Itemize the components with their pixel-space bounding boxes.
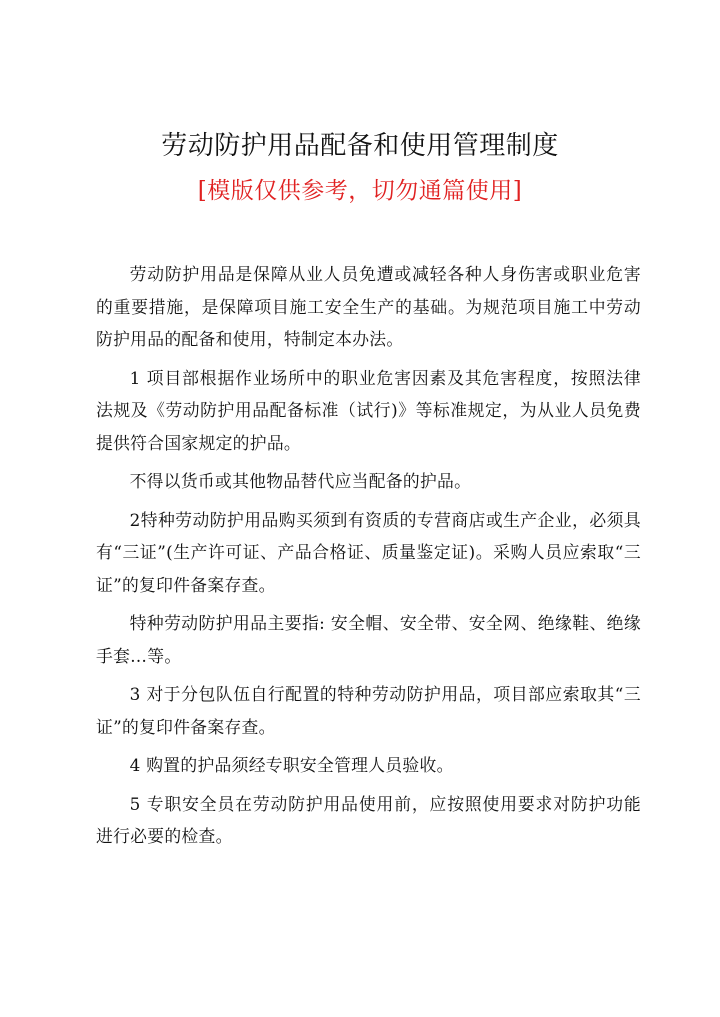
paragraph-item-2-note: 特种劳动防护用品主要指: 安全帽、安全带、安全网、绝缘鞋、绝缘手套…等。: [96, 613, 641, 666]
paragraph-item-4: 4 购置的护品须经专职安全管理人员验收。: [129, 755, 454, 775]
paragraph-item-3: 3 对于分包队伍自行配置的特种劳动防护用品，项目部应索取其“三证”的复印件备案存查。: [96, 684, 641, 737]
document-body: [96, 258, 641, 859]
document-title: 劳动防护用品配备和使用管理制度: [161, 131, 559, 161]
paragraph-intro: 劳动防护用品是保障从业人员免遭或减轻各种人身伤害或职业危害的重要措施，是保障项目施工安全生产的基础。为规范项目施工中劳动防护用品的配备和使用，特制定本办法。: [96, 264, 641, 349]
paragraph-item-1-note: 不得以货币或其他物品替代应当配备的护品。: [129, 471, 472, 491]
paragraph-item-2: 2特种劳动防护用品购买须到有资质的专营商店或生产企业，必须具有“三证”(生产许可证、产品合格证、质量鉴定证)。采购人员应索取“三证”的复印件备案存查。: [96, 509, 641, 595]
paragraph-item-1: 1 项目部根据作业场所中的职业危害因素及其危害程度，按照法律法规及《劳动防护用品配备标准（试行)》等标准规定，为从业人员免费提供符合国家规定的护品。: [96, 367, 641, 453]
template-notice: [模版仅供参考，切勿通篇使用]: [197, 178, 523, 204]
paragraph-item-5: 5 专职安全员在劳动防护用品使用前，应按照使用要求对防护功能进行必要的检查。: [96, 793, 641, 846]
